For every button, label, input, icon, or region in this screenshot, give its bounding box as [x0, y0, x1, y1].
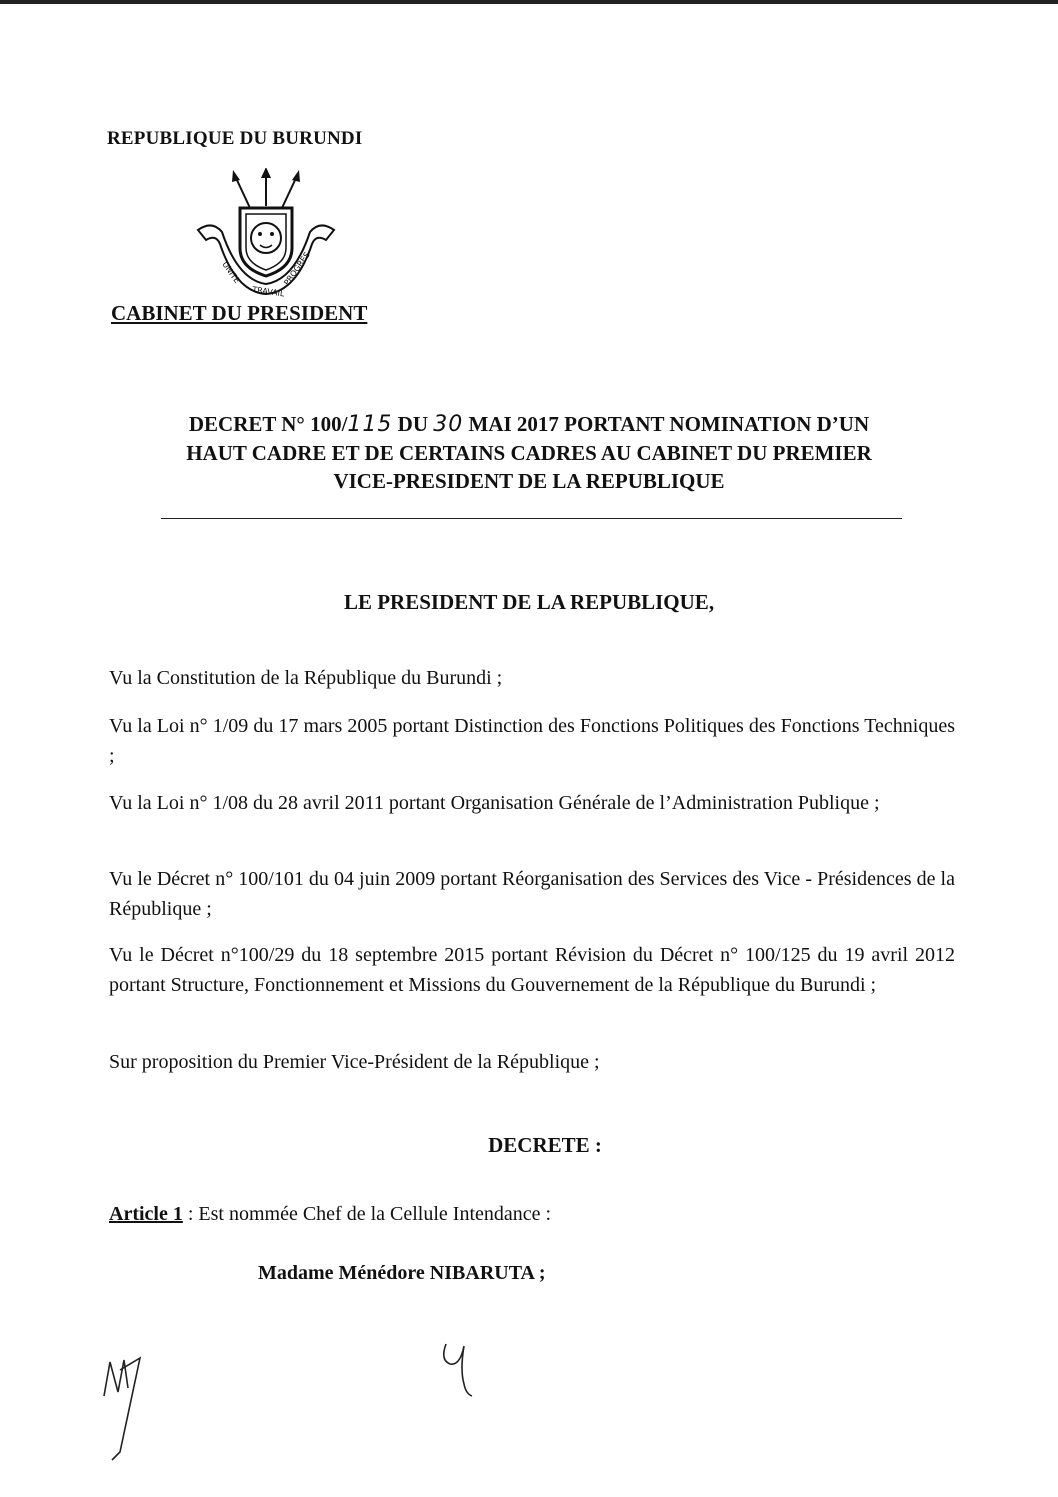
decree-number-handwritten: 115 — [347, 412, 393, 437]
country-header: REPUBLIQUE DU BURUNDI — [107, 128, 363, 149]
handwritten-page-mark — [438, 1340, 478, 1400]
visa-paragraph: Vu le Décret n° 100/101 du 04 juin 2009 portant Réorganisation des Services des Vice - Présidences de la République ; — [109, 868, 955, 920]
decree-title-line2: HAUT CADRE ET DE CERTAINS CADRES AU CABINET DU PREMIER — [186, 441, 872, 465]
seal-motto-progres: PROGRES — [282, 250, 312, 288]
decree-date-rest: MAI 2017 PORTANT NOMINATION D’UN — [463, 412, 870, 436]
decree-prefix: DECRET N° 100/ — [188, 412, 348, 436]
seal-motto-unite: UNITE — [220, 259, 242, 285]
authority-heading: LE PRESIDENT DE LA REPUBLIQUE, — [343, 590, 715, 614]
article-1-text: : Est nommée Chef de la Cellule Intendance : — [182, 1203, 552, 1225]
visa-paragraph: Vu le Décret n°100/29 du 18 septembre 2015 portant Révision du Décret n° 100/125 du 19 avril 2012 portant Structure, Fonctionnement et Missions du Gouvernement de la République du Burundi ; — [109, 944, 955, 996]
article-1 — [109, 1203, 551, 1226]
visa-paragraph: Vu la Loi n° 1/09 du 17 mars 2005 portant Distinction des Fonctions Politiques des Fonctions Techniques ; — [109, 715, 955, 767]
office-header: CABINET DU PRESIDENT — [111, 301, 368, 325]
coat-of-arms-seal — [188, 168, 348, 298]
decree-day-handwritten: 30 — [433, 412, 464, 437]
title-divider — [161, 518, 902, 519]
decrete-heading: DECRETE : — [488, 1133, 602, 1157]
handwritten-initials — [100, 1352, 146, 1462]
visa-paragraph: Vu la Constitution de la République du Burundi ; — [109, 667, 503, 689]
decree-title-line1 — [90, 410, 968, 439]
visa-paragraph: Vu la Loi n° 1/08 du 28 avril 2011 portant Organisation Générale de l’Administration Publique ; — [109, 792, 880, 814]
nominee-name: Madame Ménédore NIBARUTA ; — [258, 1262, 546, 1284]
decree-title — [90, 410, 968, 495]
seal-motto-travail: TRAVAIL — [251, 285, 286, 298]
decree-mid: DU — [392, 412, 434, 436]
visa-paragraph: Sur proposition du Premier Vice-Président de la République ; — [109, 1051, 600, 1073]
decree-title-line3: VICE-PRESIDENT DE LA REPUBLIQUE — [333, 469, 725, 493]
scan-edge-line — [0, 0, 1058, 4]
article-1-label: Article 1 — [109, 1203, 183, 1225]
